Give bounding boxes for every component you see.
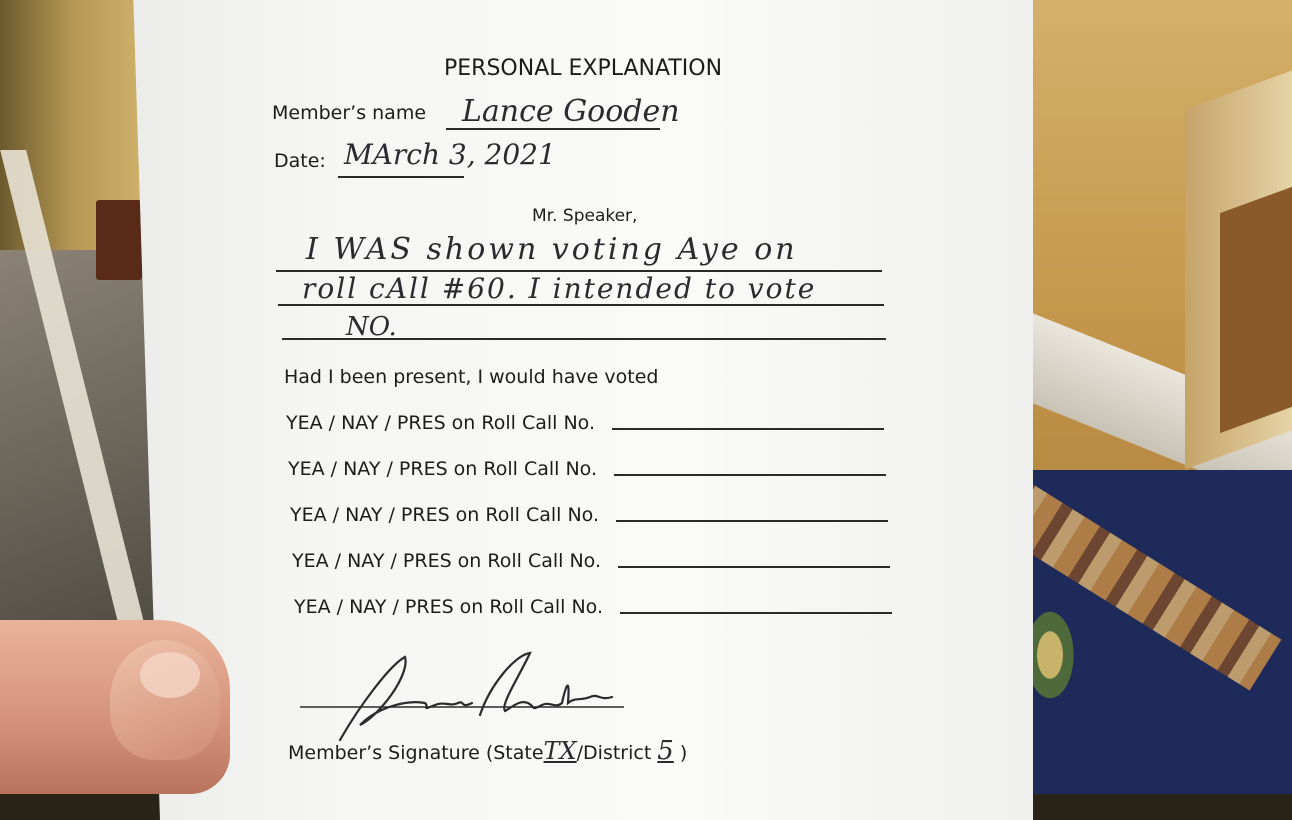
district-value: 5	[657, 736, 674, 766]
roll-call-row-3: YEA / NAY / PRES on Roll Call No.	[290, 504, 600, 526]
explanation-handwritten-2: roll cAll #60. I intended to vote	[302, 272, 817, 305]
wood-panel	[1220, 187, 1292, 433]
member-name-handwritten: Lance Gooden	[462, 94, 680, 129]
member-name-label: Member’s name	[272, 102, 427, 124]
roll-call-row-5: YEA / NAY / PRES on Roll Call No.	[294, 596, 604, 618]
present-statement: Had I been present, I would have voted	[284, 366, 659, 388]
roll-call-blank-2	[614, 474, 886, 476]
district-label: /District	[576, 742, 652, 764]
roll-call-blank-1	[612, 428, 884, 430]
explanation-handwritten-3: NO.	[346, 312, 397, 342]
signature-label-prefix: Member’s Signature (State	[288, 742, 544, 764]
signature-label-suffix: )	[679, 742, 688, 764]
roll-call-row-2: YEA / NAY / PRES on Roll Call No.	[288, 458, 598, 480]
roll-call-row-4: YEA / NAY / PRES on Roll Call No.	[292, 550, 602, 572]
roll-call-blank-5	[620, 612, 892, 614]
date-line	[338, 176, 464, 178]
signature-label	[288, 736, 687, 766]
explanation-handwritten-1: I WAS shown voting Aye on	[306, 232, 798, 267]
form-title: PERSONAL EXPLANATION	[444, 56, 723, 81]
state-value: TX	[543, 737, 577, 765]
date-handwritten: MArch 3, 2021	[344, 138, 556, 171]
roll-call-row-1: YEA / NAY / PRES on Roll Call No.	[286, 412, 596, 434]
thumbnail-nail	[140, 652, 200, 698]
roll-call-blank-4	[618, 566, 890, 568]
roll-call-blank-3	[616, 520, 888, 522]
member-signature	[300, 645, 630, 745]
distant-door	[96, 200, 142, 280]
date-label: Date:	[274, 150, 326, 172]
salutation: Mr. Speaker,	[532, 206, 638, 226]
